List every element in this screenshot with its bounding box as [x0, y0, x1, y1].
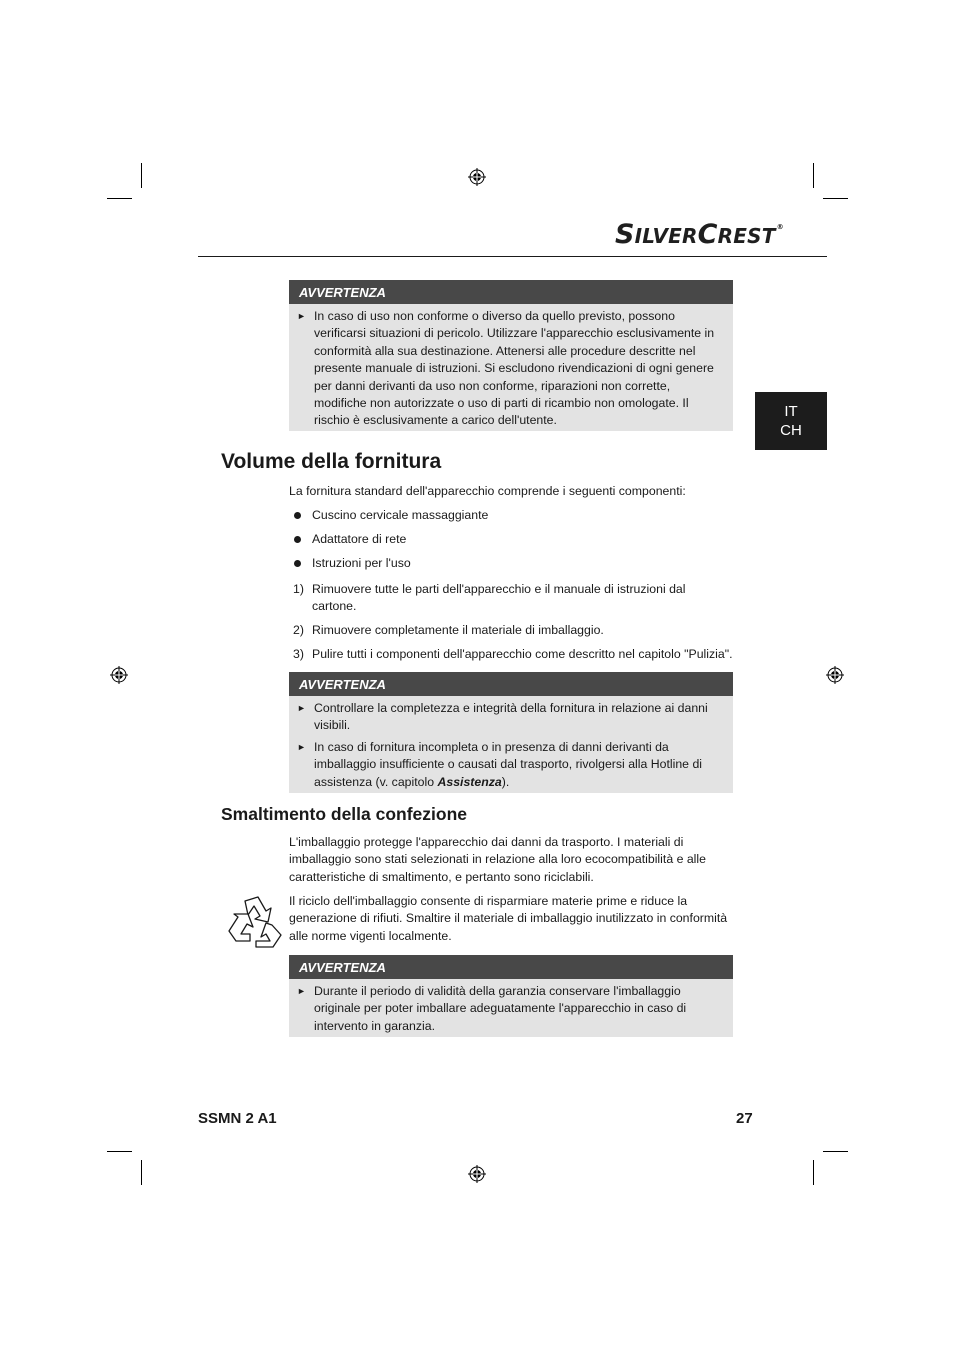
- warning-text: In caso di uso non conforme o diverso da quello previsto, possono verificarsi situazioni di pericolo. Utilizzare l'apparecchio esclusivamente in conformità alla sua destinazione. Attenersi alle procedure descritte nel presente manuale di istruzioni. Si escludono rivendicazioni di ogni genere per danni derivanti da uso non conforme, riparazioni non corrette, modifiche non autorizzate o uso di parti di ricambio non omologate. Il rischio è esclusivamente a carico dell'utente.: [314, 309, 715, 428]
- bullet-icon: [294, 536, 301, 543]
- warning-title: AVVERTENZA: [289, 672, 733, 696]
- warning-text: Durante il periodo di validità della garanzia conservare l'imballaggio originale per poter imballare adeguatamente l'apparecchio in caso di intervento in garanzia.: [314, 984, 687, 1033]
- arrow-icon: ►: [297, 703, 306, 713]
- warning-box: [289, 955, 733, 1037]
- language-tab: [755, 392, 827, 450]
- registration-mark-icon: [468, 168, 486, 186]
- language-code: IT: [784, 403, 798, 420]
- paragraph: Il riciclo dell'imballaggio consente di risparmiare materie prime e riduce la generazione di rifiuti. Smaltire il materiale di imballaggio inutilizzato in conformità alle norme vigenti localmente.: [289, 894, 728, 943]
- registration-mark-icon: [110, 666, 128, 684]
- step-item: 3) Pulire tutti i componenti dell'apparecchio come descritto nel capitolo "Pulizia".: [293, 647, 733, 661]
- warning-item: [297, 983, 714, 1035]
- step-item: 2) Rimuovere completamente il materiale di imballaggio.: [293, 623, 604, 637]
- crop-mark: [813, 163, 814, 188]
- warning-text: Controllare la completezza e integrità della fornitura in relazione ai danni visibili.: [314, 701, 708, 733]
- recycle-icon: [226, 895, 284, 949]
- brand-logo: SILVERCREST®: [615, 219, 784, 250]
- reference-link: Assistenza: [437, 774, 502, 789]
- step-item: 1) Rimuovere tutte le parti dell'apparecchio e il manuale di istruzioni dal cartone.: [293, 582, 686, 614]
- warning-item: [297, 700, 724, 735]
- warning-item: [297, 739, 724, 791]
- section-title: Smaltimento della confezione: [221, 804, 468, 824]
- bullet-icon: [294, 512, 301, 519]
- warning-title: AVVERTENZA: [289, 955, 733, 979]
- crop-mark: [107, 1151, 132, 1152]
- country-code: CH: [780, 422, 802, 439]
- bullet-icon: [294, 560, 301, 567]
- intro-text: La fornitura standard dell'apparecchio comprende i seguenti componenti:: [289, 484, 686, 498]
- warning-text: In caso di fornitura incompleta o in presenza di danni derivanti da imballaggio insufficiente o causati dal trasporto, rivolgersi alla Hotline di assistenza (v. capitolo Assistenza).: [314, 739, 703, 789]
- warning-box: [289, 280, 733, 431]
- crop-mark: [141, 163, 142, 188]
- section-title: Volume della fornitura: [221, 450, 442, 473]
- crop-mark: [813, 1160, 814, 1185]
- registration-mark-icon: [468, 1165, 486, 1183]
- warning-title: AVVERTENZA: [289, 280, 733, 304]
- paragraph: L'imballaggio protegge l'apparecchio dai danni da trasporto. I materiali di imballaggio sono stati selezionati in relazione alla loro ecocompatibilità e alle caratteristiche di smaltimento, e pertanto sono riciclabili.: [289, 835, 706, 884]
- crop-mark: [823, 1151, 848, 1152]
- crop-mark: [107, 198, 132, 199]
- header-rule: [198, 256, 827, 257]
- warning-item: [297, 308, 724, 430]
- page-number: 27: [736, 1110, 753, 1127]
- crop-mark: [823, 198, 848, 199]
- warning-box: [289, 672, 733, 793]
- model-number: SSMN 2 A1: [198, 1110, 277, 1127]
- arrow-icon: ►: [297, 986, 306, 996]
- arrow-icon: ►: [297, 311, 306, 321]
- arrow-icon: ►: [297, 741, 306, 752]
- registration-mark-icon: [826, 666, 844, 684]
- crop-mark: [141, 1160, 142, 1185]
